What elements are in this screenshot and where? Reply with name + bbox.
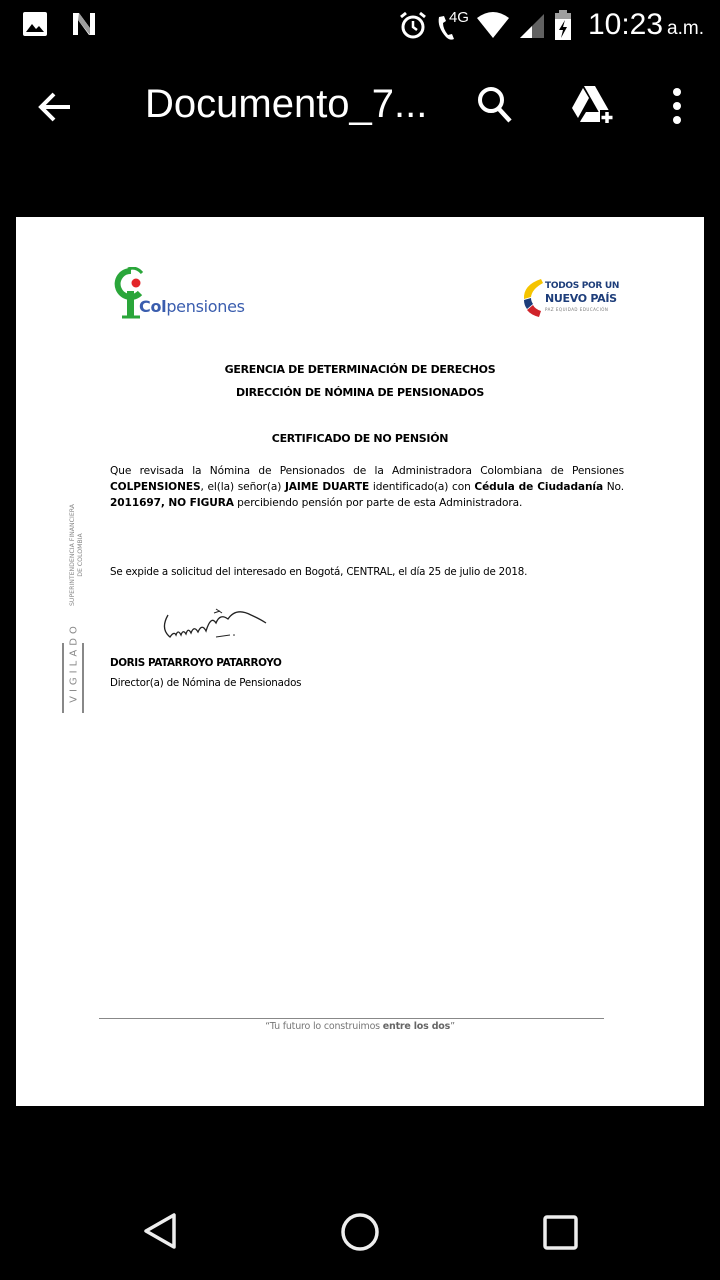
search-button[interactable] bbox=[470, 80, 520, 130]
signer-role: Director(a) de Nómina de Pensionados bbox=[110, 677, 302, 689]
signal-icon bbox=[518, 10, 546, 40]
motto-regular: “Tu futuro lo construimos bbox=[265, 1021, 383, 1032]
stamp-line1: SUPERINTENDENCIA FINANCIERA bbox=[69, 503, 76, 607]
battery-charging-icon bbox=[554, 9, 572, 41]
body-text-2: , el(la) señor(a) bbox=[200, 481, 285, 493]
status-bar bbox=[0, 0, 720, 50]
motto-bold: entre los dos bbox=[382, 1021, 451, 1032]
body-entity: COLPENSIONES bbox=[110, 481, 201, 493]
wifi-call-icon bbox=[436, 9, 468, 41]
signer-name: DORIS PATARROYO PATARROYO bbox=[110, 657, 282, 669]
image-icon bbox=[22, 11, 48, 37]
n-icon bbox=[70, 10, 98, 38]
navigation-bar bbox=[0, 1180, 720, 1280]
search-icon bbox=[470, 80, 520, 130]
nav-home-button[interactable] bbox=[335, 1208, 385, 1258]
stamp-bar bbox=[82, 643, 84, 713]
person-name: JAIME DUARTE bbox=[284, 481, 370, 493]
brand-regular: pensiones bbox=[166, 297, 245, 316]
brand-bold: Col bbox=[139, 297, 167, 316]
body-text-4: No. bbox=[603, 481, 624, 493]
wifi-icon bbox=[476, 10, 510, 40]
certificate-body bbox=[110, 463, 624, 511]
clock-ampm: a.m. bbox=[667, 18, 704, 39]
colombia-flag-icon bbox=[521, 277, 545, 319]
back-icon bbox=[136, 1208, 186, 1258]
stamp-bar bbox=[62, 643, 64, 713]
id-number-status: 2011697, NO FIGURA bbox=[110, 497, 234, 509]
nav-recents-button[interactable] bbox=[535, 1208, 585, 1258]
body-text-5: percibiendo pensión por parte de esta Administradora. bbox=[233, 497, 523, 509]
app-bar bbox=[0, 60, 720, 150]
footer-divider bbox=[99, 1018, 604, 1019]
gob-line3: PAZ EQUIDAD EDUCACIÓN bbox=[545, 307, 609, 312]
network-type: 4G bbox=[448, 9, 469, 26]
document-page[interactable] bbox=[16, 217, 704, 1106]
gob-line2: NUEVO PAÍS bbox=[545, 292, 617, 305]
stamp-line2: DE COLOMBIA bbox=[77, 533, 84, 577]
heading-direccion: DIRECCIÓN DE NÓMINA DE PENSIONADOS bbox=[236, 386, 484, 399]
body-text-1: Que revisada la Nómina de Pensionados de la Administradora Colombiana de Pensiones bbox=[110, 465, 624, 477]
more-vert-icon bbox=[662, 82, 692, 132]
issued-statement: Se expide a solicitud del interesado en Bogotá, CENTRAL, el día 25 de julio de 2018. bbox=[110, 566, 528, 578]
back-button[interactable] bbox=[30, 82, 80, 132]
add-to-drive-button[interactable] bbox=[562, 78, 618, 134]
gob-line1: TODOS POR UN bbox=[545, 281, 620, 291]
signature-image bbox=[156, 605, 276, 651]
home-icon bbox=[335, 1208, 385, 1258]
motto-close: ” bbox=[450, 1021, 455, 1032]
more-options-button[interactable] bbox=[662, 82, 692, 132]
vigilado-stamp bbox=[60, 503, 86, 717]
id-type: Cédula de Ciudadanía bbox=[474, 481, 603, 493]
recents-icon bbox=[535, 1208, 585, 1258]
drive-add-icon bbox=[562, 78, 618, 134]
nav-back-button[interactable] bbox=[136, 1208, 186, 1258]
heading-gerencia: GERENCIA DE DETERMINACIÓN DE DERECHOS bbox=[224, 363, 496, 376]
document-title: Documento_7... bbox=[145, 82, 428, 126]
vigilado-text: VIGILADO bbox=[68, 622, 80, 703]
clock-time: 10:23 bbox=[587, 8, 664, 41]
certificate-title: CERTIFICADO DE NO PENSIÓN bbox=[271, 432, 449, 445]
todos-por-un-nuevo-pais-logo bbox=[521, 277, 620, 322]
alarm-icon bbox=[398, 10, 428, 40]
arrow-back-icon bbox=[30, 82, 80, 132]
body-text-3: identificado(a) con bbox=[369, 481, 475, 493]
superintendencia-text bbox=[69, 480, 85, 630]
footer-motto bbox=[16, 1021, 704, 1032]
